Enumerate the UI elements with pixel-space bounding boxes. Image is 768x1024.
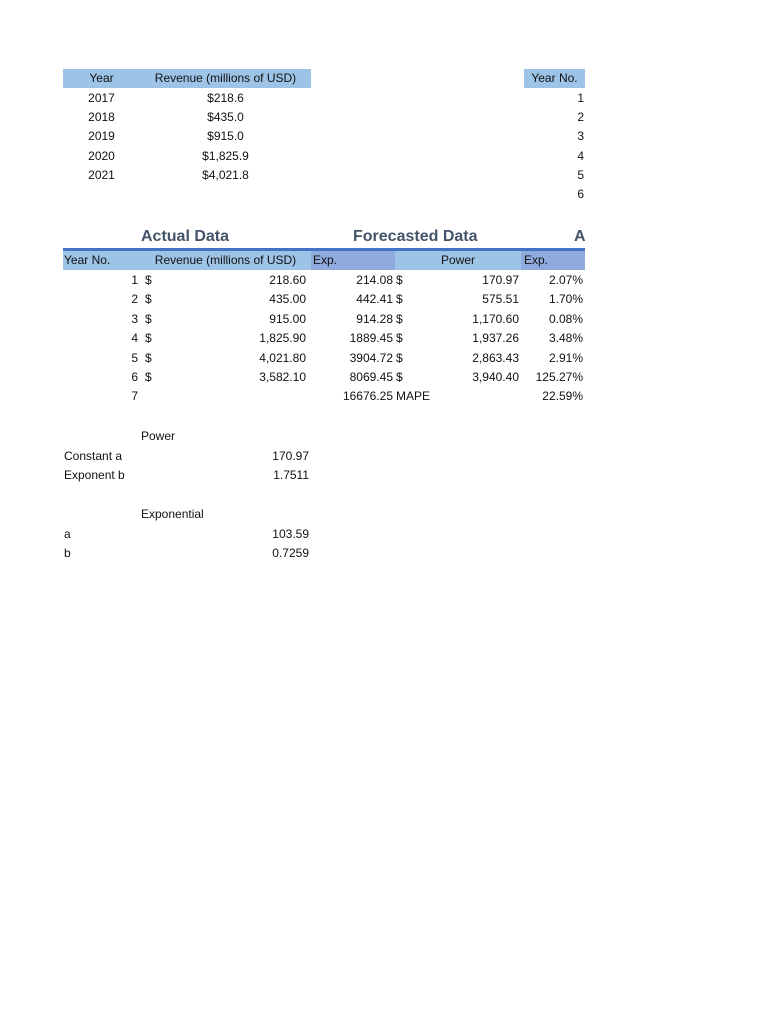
year-no-cell[interactable]: 2 (131, 292, 138, 307)
year-no-cell[interactable]: 4 (131, 331, 138, 346)
truncated-section-title: A (574, 228, 586, 245)
header-year: Year (63, 69, 140, 88)
exp-forecast-cell[interactable]: 3904.72 (349, 350, 393, 365)
currency-cell[interactable]: $ (396, 350, 403, 365)
year-no-cell[interactable]: 6 (577, 187, 584, 201)
currency-cell[interactable]: $ (145, 292, 152, 307)
year-cell[interactable]: 2018 (88, 110, 115, 124)
revenue-cell[interactable]: 3,582.10 (259, 370, 306, 384)
exp-error-cell[interactable]: 0.08% (548, 311, 583, 326)
revenue-cell[interactable]: $915.0 (207, 129, 244, 143)
exp-error-cell[interactable]: 3.48% (548, 331, 583, 346)
constant-a-value[interactable]: 170.97 (272, 449, 309, 463)
currency-cell[interactable]: $ (396, 370, 403, 384)
exp-b-label: b (64, 546, 71, 560)
currency-cell[interactable]: $ (396, 292, 403, 307)
power-forecast-cell[interactable]: 1,170.60 (472, 311, 519, 326)
year-no-cell[interactable]: 2 (577, 110, 584, 124)
currency-cell[interactable]: $ (145, 370, 152, 384)
year-no-cell[interactable]: 5 (131, 350, 138, 365)
power-forecast-cell[interactable]: 3,940.40 (472, 370, 519, 384)
currency-cell[interactable]: $ (145, 273, 152, 287)
header-year-no: Year No. (524, 69, 585, 88)
actual-data-title: Actual Data (141, 228, 230, 245)
power-forecast-cell[interactable]: 2,863.43 (472, 350, 519, 365)
exp-forecast-cell[interactable]: 1889.45 (349, 331, 393, 346)
header-exp-error: Exp. (521, 251, 585, 270)
revenue-cell[interactable]: $1,825.9 (202, 149, 249, 163)
year-no-cell[interactable]: 3 (131, 311, 138, 326)
currency-cell[interactable] (145, 387, 165, 406)
currency-cell[interactable]: $ (145, 311, 152, 326)
forecasted-data-title: Forecasted Data (353, 228, 478, 245)
exp-forecast-cell[interactable]: 8069.45 (349, 370, 393, 384)
currency-cell[interactable]: $ (396, 273, 403, 287)
revenue-cell[interactable] (165, 387, 306, 406)
exp-error-cell[interactable]: 22.59% (542, 389, 583, 404)
revenue-cell[interactable]: $4,021.8 (202, 168, 249, 182)
exponent-b-label: Exponent b (64, 468, 125, 482)
currency-cell[interactable]: $ (396, 331, 403, 346)
currency-cell[interactable]: $ (396, 311, 403, 326)
exp-error-cell[interactable]: 2.07% (548, 273, 583, 287)
year-no-cell[interactable]: 7 (131, 389, 138, 404)
header-exp: Exp. (311, 251, 395, 270)
exp-forecast-cell[interactable]: 914.28 (356, 311, 393, 326)
power-forecast-cell[interactable]: 170.97 (482, 273, 519, 287)
header-revenue: Revenue (millions of USD) (140, 251, 311, 270)
revenue-cell[interactable]: $218.6 (207, 91, 244, 105)
exp-error-cell[interactable]: 1.70% (548, 292, 583, 307)
year-cell[interactable]: 2020 (88, 149, 115, 163)
year-no-cell[interactable]: 3 (577, 129, 584, 143)
exp-forecast-cell[interactable]: 442.41 (356, 292, 393, 307)
year-cell[interactable]: 2021 (88, 168, 115, 182)
exp-forecast-cell[interactable]: 16676.25 (342, 389, 393, 404)
header-power: Power (395, 251, 521, 270)
header-year-no: Year No. (63, 251, 140, 270)
power-forecast-cell[interactable] (436, 387, 519, 406)
year-no-cell[interactable]: 6 (131, 370, 138, 384)
year-cell[interactable]: 2017 (88, 91, 115, 105)
revenue-cell[interactable]: 435.00 (269, 292, 306, 307)
exp-a-value[interactable]: 103.59 (272, 527, 309, 541)
header-revenue: Revenue (millions of USD) (140, 69, 311, 88)
exponential-params-title: Exponential (141, 507, 204, 521)
exp-b-value[interactable]: 0.7259 (272, 546, 309, 560)
year-no-cell[interactable]: 1 (577, 91, 584, 105)
mape-label[interactable]: MAPE (396, 389, 431, 404)
year-cell[interactable]: 2019 (88, 129, 115, 143)
revenue-cell[interactable]: 1,825.90 (259, 331, 306, 346)
currency-cell[interactable]: $ (145, 350, 152, 365)
year-no-cell[interactable]: 5 (577, 168, 584, 182)
year-no-cell[interactable]: 4 (577, 149, 584, 163)
revenue-cell[interactable]: $435.0 (207, 110, 244, 124)
exp-forecast-cell[interactable]: 214.08 (356, 273, 393, 287)
exp-error-cell[interactable]: 2.91% (548, 350, 583, 365)
revenue-cell[interactable]: 218.60 (269, 273, 306, 287)
power-params-title: Power (141, 429, 176, 443)
revenue-cell[interactable]: 915.00 (269, 311, 306, 326)
exponent-b-value[interactable]: 1.7511 (273, 468, 309, 482)
constant-a-label: Constant a (64, 449, 123, 463)
power-forecast-cell[interactable]: 575.51 (482, 292, 519, 307)
year-no-cell[interactable]: 1 (131, 273, 138, 287)
exp-a-label: a (64, 527, 71, 541)
currency-cell[interactable]: $ (145, 331, 152, 346)
power-forecast-cell[interactable]: 1,937.26 (472, 331, 519, 346)
revenue-cell[interactable]: 4,021.80 (259, 350, 306, 365)
exp-error-cell[interactable]: 125.27% (535, 370, 583, 384)
